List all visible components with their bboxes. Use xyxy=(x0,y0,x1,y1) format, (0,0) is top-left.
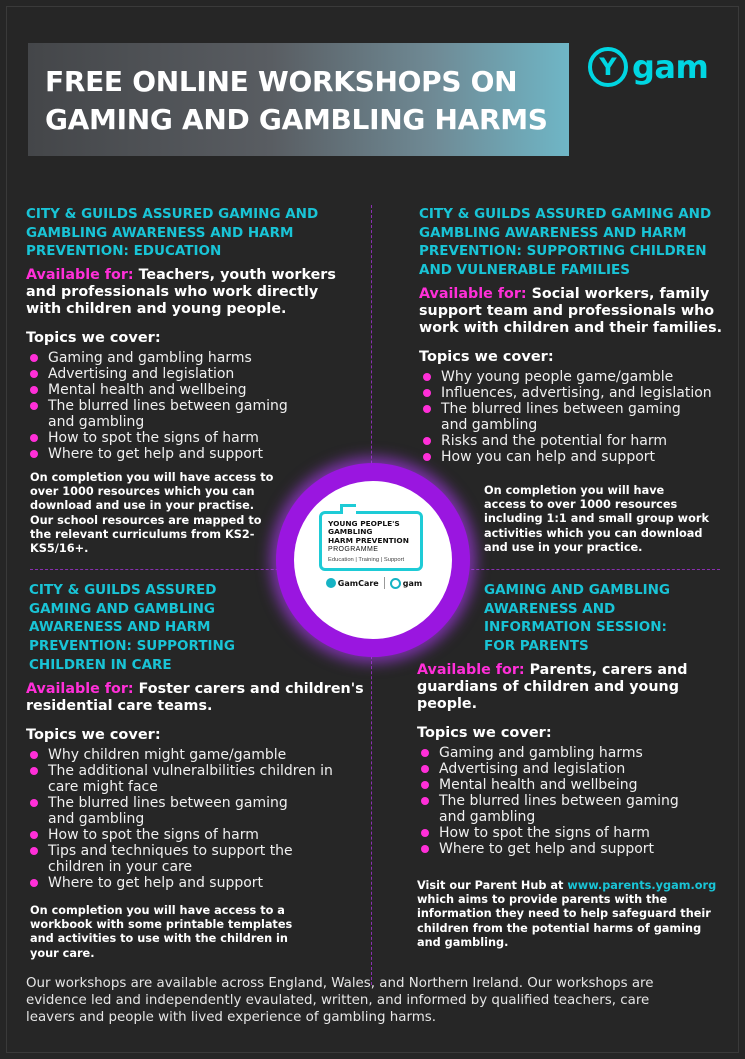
section-title: CITY & GUILDS ASSURED GAMING AND GAMBLING AWARENESS AND HARM PREVENTION: SUPPORTING CHILDREN AND VULNERABLE FAMILIES xyxy=(419,206,712,279)
bullet-icon xyxy=(30,386,38,394)
bullet-icon xyxy=(421,765,429,773)
topic-item: Where to get help and support xyxy=(26,446,366,462)
available-for: Available for: Social workers, family support team and professionals who work with children and their families. xyxy=(419,285,723,336)
ygam-small-logo: gam xyxy=(390,578,422,589)
bullet-icon xyxy=(423,373,431,381)
bullet-icon xyxy=(421,829,429,837)
bullet-icon xyxy=(30,879,38,887)
topic-item: Risks and the potential for harm xyxy=(419,433,739,449)
bullet-icon xyxy=(423,389,431,397)
bullet-icon xyxy=(30,767,38,775)
bullet-icon xyxy=(30,354,38,362)
topic-item: Why children might game/gamble xyxy=(26,747,366,763)
title-line-1: FREE ONLINE WORKSHOPS ON xyxy=(45,65,518,98)
bullet-icon xyxy=(30,847,38,855)
programme-badge xyxy=(315,511,433,589)
available-for: Available for: Teachers, youth workers and professionals who work directly with children and young people. xyxy=(26,267,336,318)
topic-item: The blurred lines between gaming and gambling xyxy=(26,398,366,430)
partner-separator xyxy=(384,577,385,589)
topics-heading: Topics we cover: xyxy=(26,726,161,743)
topics-list xyxy=(419,369,739,465)
completion-note: On completion you will have access to over 1000 resources including 1:1 and small group work activities which you can download and use in your practice. xyxy=(484,484,709,554)
topic-item: Advertising and legislation xyxy=(26,366,366,382)
section-title: CITY & GUILDS ASSURED GAMING AND GAMBLING AWARENESS AND HARM PREVENTION: EDUCATION xyxy=(26,206,319,260)
topic-item: How you can help and support xyxy=(419,449,739,465)
bullet-icon xyxy=(30,370,38,378)
bullet-icon xyxy=(421,749,429,757)
topics-heading: Topics we cover: xyxy=(419,348,554,365)
bullet-icon xyxy=(421,781,429,789)
topic-item: The blurred lines between gaming and gambling xyxy=(26,795,366,827)
bullet-icon xyxy=(30,799,38,807)
bullet-icon xyxy=(423,453,431,461)
section-vulnerable-families xyxy=(419,205,739,465)
topic-item: Advertising and legislation xyxy=(417,761,737,777)
section-children-in-care xyxy=(26,581,366,891)
topic-item: Where to get help and support xyxy=(26,875,366,891)
bullet-icon xyxy=(30,434,38,442)
bullet-icon xyxy=(423,437,431,445)
completion-note: On completion you will have access to a workbook with some printable templates and activities to use with the children in your care. xyxy=(30,904,293,960)
bullet-icon xyxy=(30,450,38,458)
topic-item: How to spot the signs of harm xyxy=(417,825,737,841)
completion-note: On completion you will have access to over 1000 resources which you can download and use in your practise. Our school resources are mapped to the relevant curriculums from KS2- KS5/16+. xyxy=(30,471,274,556)
topic-item: Where to get help and support xyxy=(417,841,737,857)
topic-item: Tips and techniques to support the children in your care xyxy=(26,843,366,875)
title-line-2: GAMING AND GAMBLING HARMS xyxy=(45,103,548,136)
title-banner xyxy=(28,43,569,156)
section-education xyxy=(26,205,366,462)
topics-list xyxy=(26,350,366,462)
available-for: Available for: Parents, carers and guardians of children and young people. xyxy=(417,661,688,712)
bullet-icon xyxy=(421,797,429,805)
bullet-icon xyxy=(423,405,431,413)
topic-item: The blurred lines between gaming and gambling xyxy=(417,793,737,825)
bullet-icon xyxy=(30,831,38,839)
section-title: GAMING AND GAMBLING AWARENESS AND INFORMATION SESSION: FOR PARENTS xyxy=(484,582,670,655)
speech-bubble-icon: YOUNG PEOPLE'S GAMBLING HARM PREVENTION PROGRAMME Education | Training | Support xyxy=(319,511,423,571)
parent-hub-note: Visit our Parent Hub at www.parents.ygam.org which aims to provide parents with the information they need to help safeguard their children from the potential harms of gaming and gambling. xyxy=(417,879,717,949)
topic-item: The blurred lines between gaming and gambling xyxy=(419,401,739,433)
topics-heading: Topics we cover: xyxy=(26,330,161,347)
section-parents xyxy=(417,581,737,857)
footer-text: Our workshops are available across England, Wales, and Northern Ireland. Our workshops are evidence led and independently evaulated, written, and informed by qualified teachers, care leavers and people with lived experience of gambling harms. xyxy=(26,976,654,1025)
topic-item: How to spot the signs of harm xyxy=(26,827,366,843)
bullet-icon xyxy=(421,845,429,853)
ygam-logo-icon: Y xyxy=(588,47,628,87)
topics-heading: Topics we cover: xyxy=(417,724,552,741)
section-title: CITY & GUILDS ASSURED GAMING AND GAMBLING AWARENESS AND HARM PREVENTION: SUPPORTING CHILDREN IN CARE xyxy=(29,582,235,673)
topics-list xyxy=(417,745,737,857)
topic-item: Influences, advertising, and legislation xyxy=(419,385,739,401)
topic-item: Mental health and wellbeing xyxy=(26,382,366,398)
bullet-icon xyxy=(30,751,38,759)
topic-item: Mental health and wellbeing xyxy=(417,777,737,793)
ygam-small-icon xyxy=(390,578,401,589)
bubble-tab xyxy=(340,504,356,514)
page-title xyxy=(45,63,569,139)
topic-item: Gaming and gambling harms xyxy=(26,350,366,366)
topic-item: Why young people game/gamble xyxy=(419,369,739,385)
topics-list xyxy=(26,747,366,891)
ygam-logo xyxy=(588,44,708,90)
ygam-logo-wordmark: gam xyxy=(632,48,709,86)
topic-item: The additional vulneralbilities children in care might face xyxy=(26,763,366,795)
topic-item: How to spot the signs of harm xyxy=(26,430,366,446)
parent-hub-link[interactable]: www.parents.ygam.org xyxy=(567,879,717,892)
gamcare-logo: GamCare xyxy=(326,578,379,588)
bullet-icon xyxy=(30,402,38,410)
topic-item: Gaming and gambling harms xyxy=(417,745,737,761)
available-for: Available for: Foster carers and children's residential care teams. xyxy=(26,680,364,714)
